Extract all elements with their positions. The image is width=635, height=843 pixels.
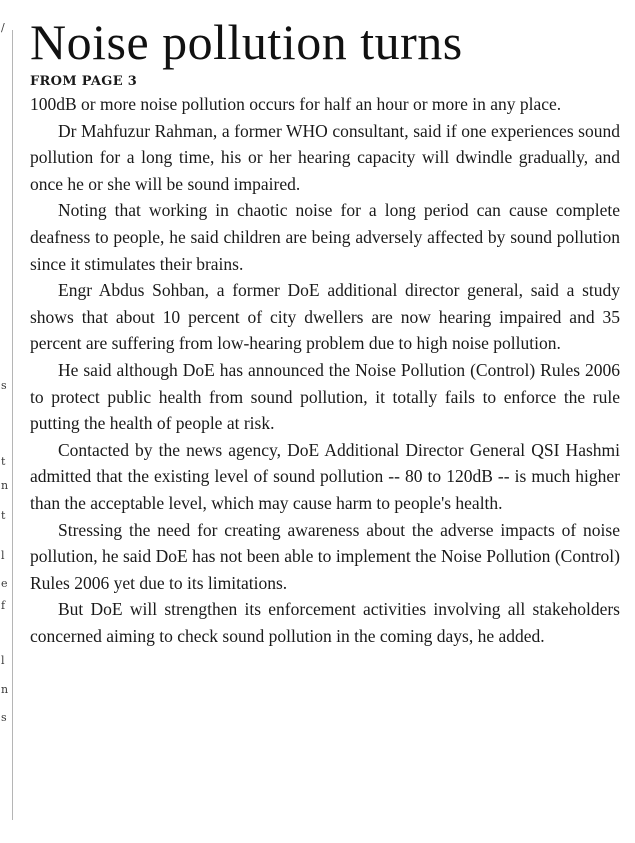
paragraph: Contacted by the news agency, DoE Additional Director General QSI Hashmi admitted that the existing level of sound pollution -- 80 to 120dB -- is much higher than the acceptable level, which may cause harm to people's health. [30,439,620,513]
previous-column-fragment: l [1,549,5,562]
previous-column-fragment: n [1,479,9,492]
paragraph: Noting that working in chaotic noise for a long period can cause complete deafness to people, he said children are being adversely affected by sound pollution since it stimulates their brains. [30,200,620,274]
article-body [30,91,620,649]
previous-column-fragment: n [1,683,9,696]
paragraph: He said although DoE has announced the Noise Pollution (Control) Rules 2006 to protect public health from sound pollution, it totally fails to enforce the rule putting the health of people at risk. [30,359,620,434]
previous-column-fragment: t [1,509,6,522]
previous-column-edge [0,0,11,843]
previous-column-fragment: s [1,379,7,392]
previous-column-fragment: e [1,577,8,590]
news-article [30,14,620,649]
previous-column-fragment: s [1,711,7,724]
continuation-label: FROM PAGE 3 [30,74,138,89]
paragraph: But DoE will strengthen its enforcement activities involving all stakeholders concerned aiming to check sound pollution in the coming days, he added. [30,599,620,646]
paragraph: Dr Mahfuzur Rahman, a former WHO consultant, said if one experiences sound pollution for a long time, his or her hearing capacity will dwindle gradually, and once he or she will be sound impaired. [30,120,620,194]
previous-column-fragment: / [1,21,5,34]
paragraph: 100dB or more noise pollution occurs for half an hour or more in any place. [30,94,562,114]
paragraph: Stressing the need for creating awareness about the adverse impacts of noise pollution, he said DoE has not been able to implement the Noise Pollution (Control) Rules 2006 yet due to its limitations. [30,519,620,593]
headline: Noise pollution turns [30,14,463,70]
previous-column-fragment: l [1,654,5,667]
paragraph: Engr Abdus Sohban, a former DoE additional director general, said a study shows that about 10 percent of city dwellers are now hearing impaired and 35 percent are suffering from low-hearing problem due to high noise pollution. [30,280,620,354]
previous-column-fragment: t [1,455,6,468]
column-divider [12,30,13,820]
previous-column-fragment: f [1,599,6,612]
